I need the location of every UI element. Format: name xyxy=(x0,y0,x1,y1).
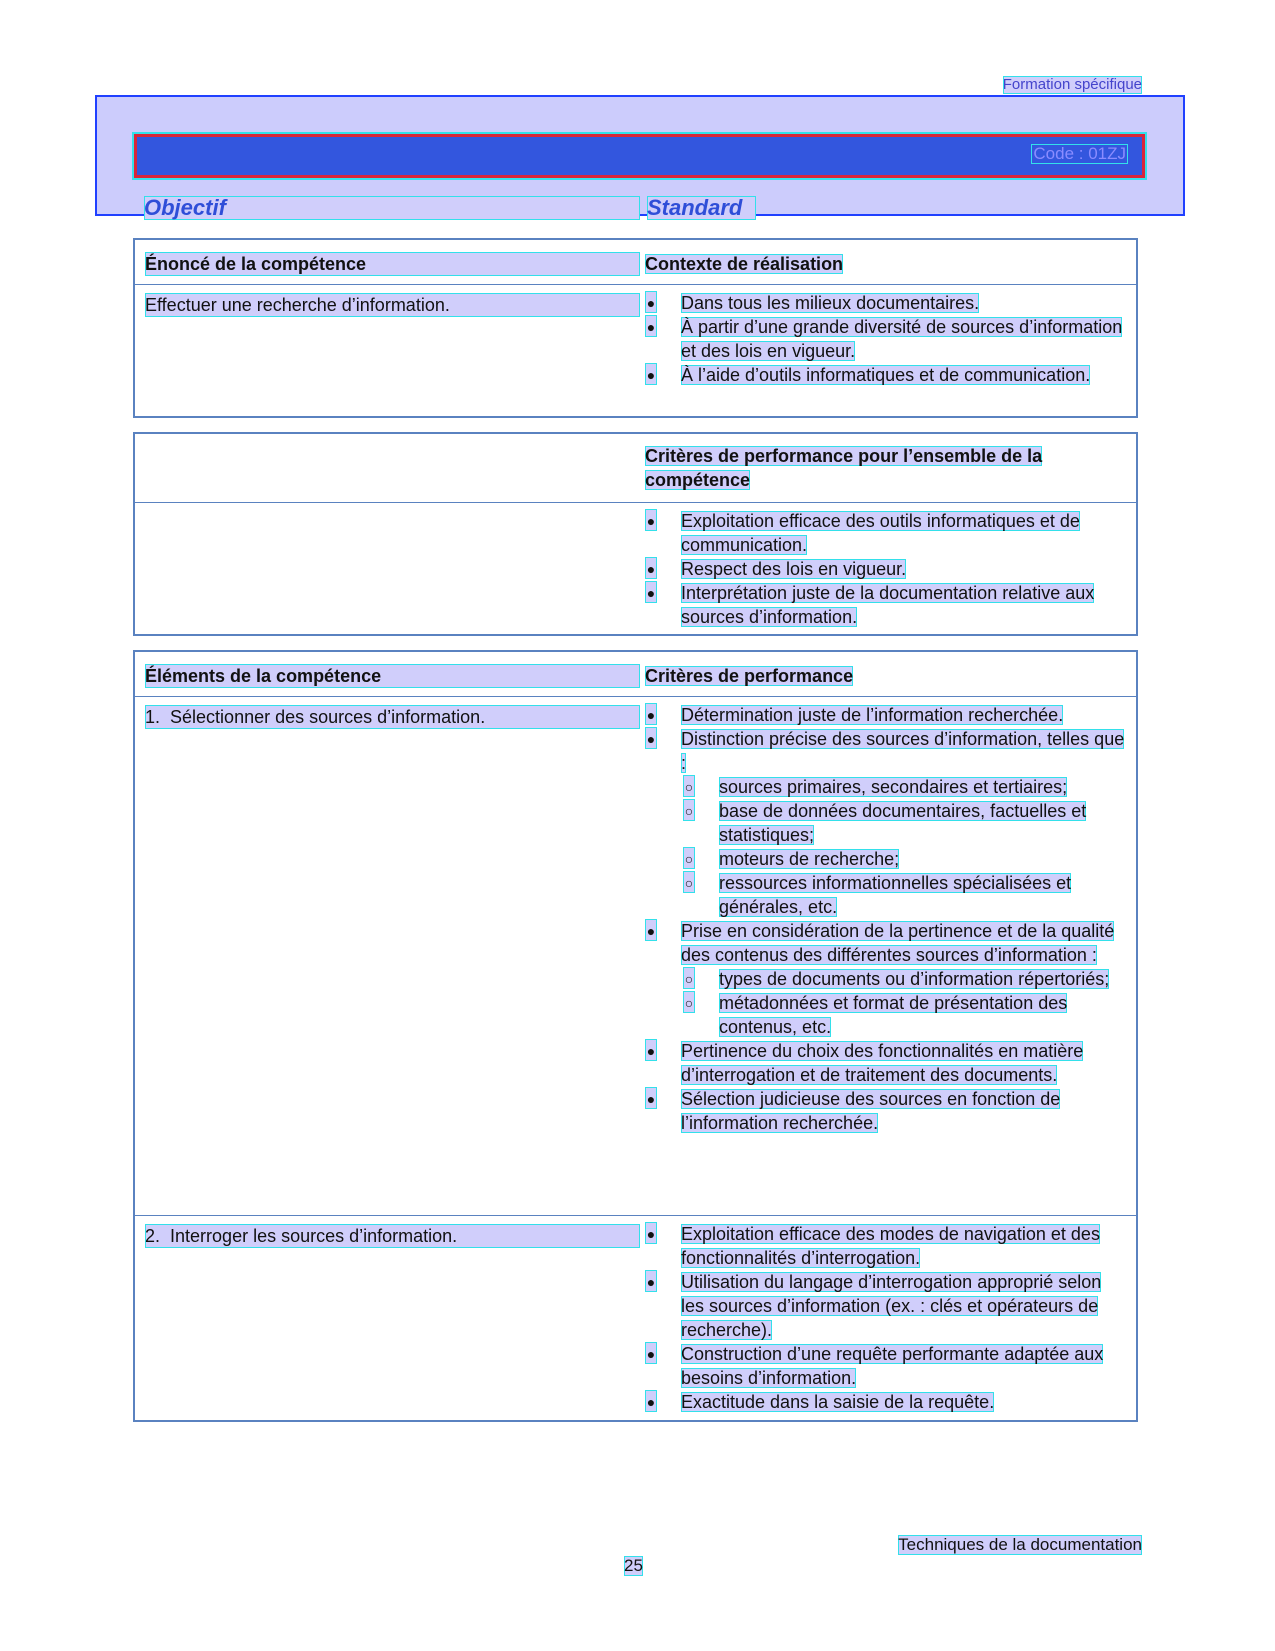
element-criteria-1 xyxy=(645,703,1126,1135)
criteria-sub-item xyxy=(645,847,1126,871)
criteria-item xyxy=(645,703,1126,727)
bullet-circle-icon: ○ xyxy=(683,871,695,893)
element-label-2 xyxy=(145,1224,640,1248)
criteria-text: Interprétation juste de la documentation relative aux sources d’information. xyxy=(681,583,1095,627)
context-list xyxy=(645,291,1126,387)
element-number: 2. xyxy=(145,1226,161,1246)
criteria-text: Exploitation efficace des outils informatiques et de communication. xyxy=(681,511,1080,555)
criteria-item xyxy=(645,1039,1126,1087)
criteria-text: Utilisation du langage d’interrogation approprié selon les sources d’information (ex. : clés et opérateurs de recherche). xyxy=(681,1272,1102,1340)
code-bar xyxy=(134,134,1145,178)
criteria-item xyxy=(645,315,1126,363)
footer-label: Techniques de la documentation xyxy=(898,1535,1142,1554)
statement-header: Énoncé de la compétence xyxy=(145,252,640,276)
bullet-dot-icon: ● xyxy=(645,291,657,313)
criteria-sub-item xyxy=(645,967,1126,991)
standard-title: Standard xyxy=(647,196,756,220)
criteria-text: Respect des lois en vigueur. xyxy=(681,559,907,579)
criteria-text: À partir d’une grande diversité de sources d’information et des lois en vigueur. xyxy=(681,317,1123,361)
criteria-item xyxy=(645,727,1126,775)
global-criteria-list xyxy=(645,509,1126,629)
header-label: Formation spécifique xyxy=(1002,76,1142,93)
criteria-header: Critères de performance xyxy=(645,666,854,686)
bullet-circle-icon: ○ xyxy=(683,847,695,869)
bullet-dot-icon: ● xyxy=(645,315,657,337)
criteria-text: Dans tous les milieux documentaires. xyxy=(681,293,980,313)
criteria-text: Détermination juste de l’information recherchée. xyxy=(681,705,1064,725)
element-label-1 xyxy=(145,705,640,729)
criteria-text: Sélection judicieuse des sources en fonction de l’information recherchée. xyxy=(681,1089,1061,1133)
criteria-text: À l’aide d’outils informatiques et de communication. xyxy=(681,365,1091,385)
criteria-text: Distinction précise des sources d’information, telles que : xyxy=(681,729,1125,773)
criteria-item xyxy=(645,1270,1126,1342)
criteria-text: types de documents ou d’information répertoriés; xyxy=(719,969,1110,989)
element-row-2 xyxy=(135,1215,1136,1421)
criteria-item xyxy=(645,1087,1126,1135)
criteria-item xyxy=(645,1390,1126,1414)
bullet-dot-icon: ● xyxy=(645,1342,657,1364)
criteria-sub-item xyxy=(645,871,1126,919)
bullet-dot-icon: ● xyxy=(645,509,657,531)
statement-table xyxy=(133,238,1138,418)
criteria-sub-item xyxy=(645,991,1126,1039)
criteria-text: Exploitation efficace des modes de navigation et des fonctionnalités d’interrogation. xyxy=(681,1224,1100,1268)
criteria-item xyxy=(645,291,1126,315)
element-row-1 xyxy=(135,696,1136,1215)
competency-code: Code : 01ZJ xyxy=(1033,144,1126,163)
bullet-dot-icon: ● xyxy=(645,727,657,749)
bullet-dot-icon: ● xyxy=(645,1222,657,1244)
criteria-text: sources primaires, secondaires et tertiaires; xyxy=(719,777,1068,797)
bullet-circle-icon: ○ xyxy=(683,799,695,821)
elements-table xyxy=(133,650,1138,1422)
criteria-item xyxy=(645,557,1126,581)
criteria-text: Exactitude dans la saisie de la requête. xyxy=(681,1392,995,1412)
criteria-sub-item xyxy=(645,799,1126,847)
criteria-text: métadonnées et format de présentation des contenus, etc. xyxy=(719,993,1068,1037)
global-criteria-header: Critères de performance pour l’ensemble de la compétence xyxy=(645,446,1043,490)
element-criteria-2 xyxy=(645,1222,1126,1414)
criteria-item xyxy=(645,1222,1126,1270)
bullet-circle-icon: ○ xyxy=(683,967,695,989)
bullet-circle-icon: ○ xyxy=(683,991,695,1013)
criteria-item xyxy=(645,509,1126,557)
criteria-item xyxy=(645,581,1126,629)
criteria-item xyxy=(645,1342,1126,1390)
bullet-dot-icon: ● xyxy=(645,1390,657,1412)
bullet-dot-icon: ● xyxy=(645,581,657,603)
bullet-dot-icon: ● xyxy=(645,363,657,385)
competency-statement: Effectuer une recherche d’information. xyxy=(145,293,640,317)
criteria-item xyxy=(645,363,1126,387)
element-text: Interroger les sources d’information. xyxy=(170,1226,458,1246)
page-number: 25 xyxy=(624,1556,643,1575)
criteria-text: base de données documentaires, factuelles et statistiques; xyxy=(719,801,1087,845)
context-header: Contexte de réalisation xyxy=(645,254,844,274)
criteria-text: Prise en considération de la pertinence et de la qualité des contenus des différentes sources d’information : xyxy=(681,921,1115,965)
element-number: 1. xyxy=(145,707,161,727)
criteria-text: Pertinence du choix des fonctionnalités en matière d’interrogation et de traitement des documents. xyxy=(681,1041,1084,1085)
bullet-circle-icon: ○ xyxy=(683,775,695,797)
bullet-dot-icon: ● xyxy=(645,703,657,725)
criteria-sub-item xyxy=(645,775,1126,799)
bullet-dot-icon: ● xyxy=(645,557,657,579)
criteria-text: moteurs de recherche; xyxy=(719,849,900,869)
criteria-text: ressources informationnelles spécialisées et générales, etc. xyxy=(719,873,1072,917)
element-text: Sélectionner des sources d’information. xyxy=(170,707,486,727)
elements-header: Éléments de la compétence xyxy=(145,664,640,688)
bullet-dot-icon: ● xyxy=(645,1270,657,1292)
bullet-dot-icon: ● xyxy=(645,1087,657,1109)
bullet-dot-icon: ● xyxy=(645,919,657,941)
global-criteria-table xyxy=(133,432,1138,636)
criteria-text: Construction d’une requête performante adaptée aux besoins d’information. xyxy=(681,1344,1104,1388)
objectif-title: Objectif xyxy=(144,196,640,220)
criteria-item xyxy=(645,919,1126,967)
bullet-dot-icon: ● xyxy=(645,1039,657,1061)
